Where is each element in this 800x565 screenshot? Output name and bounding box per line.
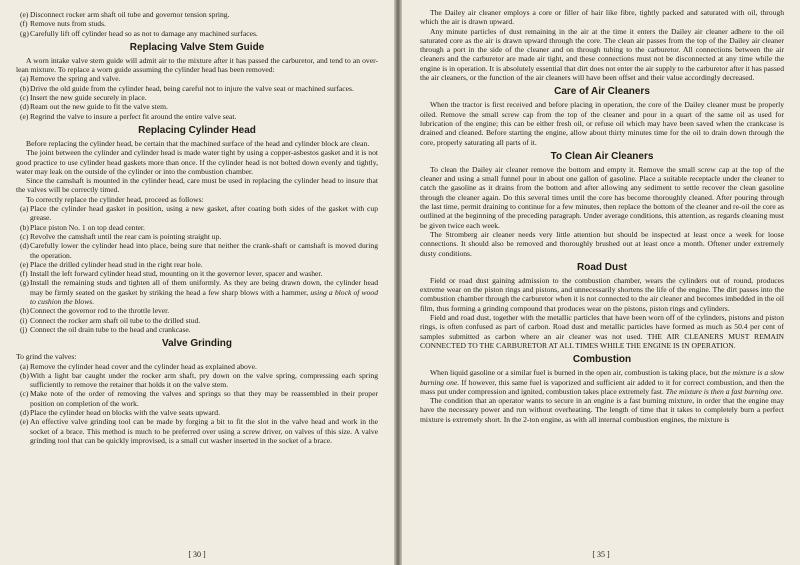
list-item: (j) Connect the oil drain tube to the head and crankcase. xyxy=(20,324,191,334)
top-steps-list xyxy=(16,10,378,38)
list-item: (e) An effective valve grinding tool can be made by forging a bit to fit the slot in the valve head and work in the socket of a brace. This method is much to be preferred over using a screw driver, on valves of this size. A valve grinding tool that can be quickly improvised, is a small cut washer inserted in the socket of a brace. xyxy=(20,417,378,445)
list-item: (a) Remove the spring and valve. xyxy=(20,74,121,84)
list-item: (a) Remove the cylinder head cover and the cylinder head as explained above. xyxy=(20,361,257,371)
paragraph: Any minute particles of dust remaining in the air at the time it enters the Dailey air cleaner adhere to the oil saturated core as the air is drawn upward through the core. The clean air passes from the top of the Dailey air cleaner through a port in the side of the cleaner and on through tubing to the carburetor. All connections between the air cleaners and the carburetor are made air tight, and these connections must not be disconnected at any time while the engine is in operation. It is absolutely essential that dirt does not enter the air supply to the carburetor after it has passed the air cleaners, or the function of the air cleaners will have been offset and their value accordingly decreased. xyxy=(420,26,784,83)
list-item: (c) Insert the new guide securely in place. xyxy=(20,93,147,103)
list-item: (b)Place piston No. 1 on top dead center. xyxy=(20,222,145,232)
list-item: (c) Make note of the order of removing the valves and springs so that they may be reassembled in their proper position on completion of the work. xyxy=(20,389,378,408)
section-heading-valve-grinding: Valve Grinding xyxy=(161,338,233,350)
list-item: (i) Connect the rocker arm shaft oil tube to the drilled stud. xyxy=(20,315,201,325)
section-heading-to-clean-air-cleaners: To Clean Air Cleaners xyxy=(550,150,654,162)
page-number: [ 35 ] xyxy=(592,550,610,559)
paragraph: Since the camshaft is mounted in the cylinder head, care must be used in replacing the cylinder head to insure that the valves will be correctly timed. xyxy=(16,176,378,195)
section-heading-care-of-air-cleaners: Care of Air Cleaners xyxy=(554,86,650,98)
list-item: (d)Carefully lower the cylinder head into place, being sure that neither the crank-shaft or camshaft is moved during the operation. xyxy=(20,241,378,260)
paragraph: When liquid gasoline or a similar fuel is burned in the open air, combustion is taking place, but the mixture is a slow burning one. If however, this same fuel is vaporized and sufficient air added to it for correct combustion, and then the mass put under compression and ignited, combustion takes place extremely fast. The mixture is then a fast burning one. xyxy=(420,368,784,396)
paragraph: To grind the valves: xyxy=(16,352,77,362)
paragraph: To clean the Dailey air cleaner remove the bottom and empty it. Remove the small screw cap at the top of the cleaner and using a small funnel pour in about one gallon of gasoline. Place a suitable receptacle under the cleaner to catch the gasoline as it drains from the bottom and after allowing any sediment to settle recover the clean gasoline through the cleaner again. Do this several times until the core has become thoroughly cleaned. After pouring through the last time, permit draining to continue for a few minutes, then replace the bottom of the cleaner and re-oil the core as outlined at the beginning of the preceding paragraph. Under average conditions, this attention, as regards cleaning must be given twice each week. xyxy=(420,164,784,230)
list-item: (d)Ream out the new guide to fit the valve stem. xyxy=(20,102,168,112)
list-item: (b)With a light bar caught under the rocker arm shaft, pry down on the valve spring, compressing each spring sufficiently to remove the retainer that holds it on the valve stem. xyxy=(20,370,378,390)
list-item: (g)Install the remaining studs and tighten all of them uniformly. As they are being drawn down, the cylinder head may be firmly seated on the gasket by striking the head a few sharp blows with a hammer, using a block of wood to cushion the blows. xyxy=(20,278,378,307)
book-gutter xyxy=(394,0,402,565)
warning-text: THE AIR CLEANERS MUST REMAIN CONNECTED TO THE CARBURETOR AT ALL TIMES WHILE THE ENGINE IS IN OPERATION. xyxy=(420,331,785,350)
section-heading-combustion: Combustion xyxy=(572,354,632,366)
paragraph: To correctly replace the cylinder head, proceed as follows: xyxy=(26,194,204,204)
paragraph: A worn intake valve stem guide will admit air to the mixture after it has passed the carburetor, and tend to an over-lean mixture. To replace a worn guide assuming the cylinder head has been removed: xyxy=(16,55,378,75)
valve-stem-steps-list xyxy=(16,74,378,120)
paragraph: The Stromberg air cleaner needs very little attention but should be inspected at least once a week for loose connections. It should also be removed and thoroughly brushed out at least once a month. Oftener under extremely dusty conditions. xyxy=(420,229,784,258)
paragraph: Field and road dust, together with the metallic particles that have been worn off of the cylinders, pistons and piston rings, is often confused as part of carbon. Road dust and metallic particles have formed as much as 50.4 per cent of samples submitted as carbon where an air cleaner was not used. THE AIR CLEANERS MUST REMAIN CONNECTED TO THE CARBURETOR AT ALL TIMES WHILE THE ENGINE IS IN OPERATION. xyxy=(420,313,785,350)
section-heading-valve-stem-guide: Replacing Valve Stem Guide xyxy=(129,41,265,53)
valve-grinding-steps-list xyxy=(16,362,378,446)
right-page xyxy=(402,0,800,565)
list-item: (g)Carefully lift off cylinder head so as not to damage any machined surfaces. xyxy=(20,28,258,38)
paragraph: When the tractor is first received and before placing in operation, the core of the Dailey cleaner must be properly oiled. Remove the small screw cap from the top of the cleaner and pour in a quart of the same oil as used for lubrication of the engine; this can be either fresh oil, or refuse oil which may have been saved when the crankcase is drained and cleaned. Before starting the engine, allow about thirty minutes time for the oil to drain down through the core, properly saturating all parts of it. xyxy=(420,100,784,147)
section-heading-cylinder-head: Replacing Cylinder Head xyxy=(138,124,256,136)
list-item: (h)Connect the governor rod to the throttle lever. xyxy=(20,306,170,316)
page-number: [ 30 ] xyxy=(188,550,206,559)
paragraph: Field or road dust gaining admission to the combustion chamber, wears the cylinders out of round, produces extreme wear on the piston rings and pistons, and unnecessarily shortens the life of the engine. The dirt passes into the combustion chamber through the carburetor when it is not connected to the air cleaner and becomes imbedded in the oil film, thus forming a grinding compound that produces wear on the pistons, piston rings and cylinders. xyxy=(420,275,784,313)
section-heading-road-dust: Road Dust xyxy=(577,261,627,273)
left-page xyxy=(0,0,394,565)
list-item: (f) Remove nuts from studs. xyxy=(20,19,106,29)
cylinder-head-steps-list xyxy=(16,204,378,334)
list-item: (e) Place the drilled cylinder head stud in the right rear hole. xyxy=(20,259,203,269)
paragraph: Before replacing the cylinder head, be certain that the machined surface of the head and cylinder block are clean. xyxy=(26,138,370,148)
paragraph: The condition that an operator wants to secure in an engine is a fast burning mixture, in order that the engine may have the necessary power and run without overheating. The length of time that it takes to completely burn a perfect mixture is extremely short. In the 2-ton engine, as with all internal combustion engines, the mixture is xyxy=(420,396,784,424)
list-item: (d)Place the cylinder head on blocks with the valve seats upward. xyxy=(20,407,220,417)
list-item: (f) Install the left forward cylinder head stud, mounting on it the governor lever, spacer and washer. xyxy=(20,269,323,279)
list-item: (e) Disconnect rocker arm shaft oil tube and governor tension spring. xyxy=(20,10,230,19)
list-item: (c) Revolve the camshaft until the rear cam is pointing straight up. xyxy=(20,231,222,241)
paragraph: The Dailey air cleaner employs a core or filler of hair like fibre, tightly packed and saturated with oil, through which the air is drawn upward. xyxy=(420,8,784,27)
list-item: (b)Drive the old guide from the cylinder head, being careful not to injure the valve seat or machined surfaces. xyxy=(20,83,354,93)
paragraph: The joint between the cylinder and cylinder head is made water tight by using a copper-asbestos gasket and it is not good practice to use cylinder head gaskets more than once. If the cylinder head is not bolted down evenly and tightly, water may leak on the outside of the cylinder or into the combustion chamber. xyxy=(16,148,378,176)
list-item: (a) Place the cylinder head gasket in position, using a new gasket, after coating both sides of the gasket with cup grease. xyxy=(20,204,378,223)
list-item: (e) Regrind the valve to insure a perfect fit around the entire valve seat. xyxy=(20,111,237,121)
